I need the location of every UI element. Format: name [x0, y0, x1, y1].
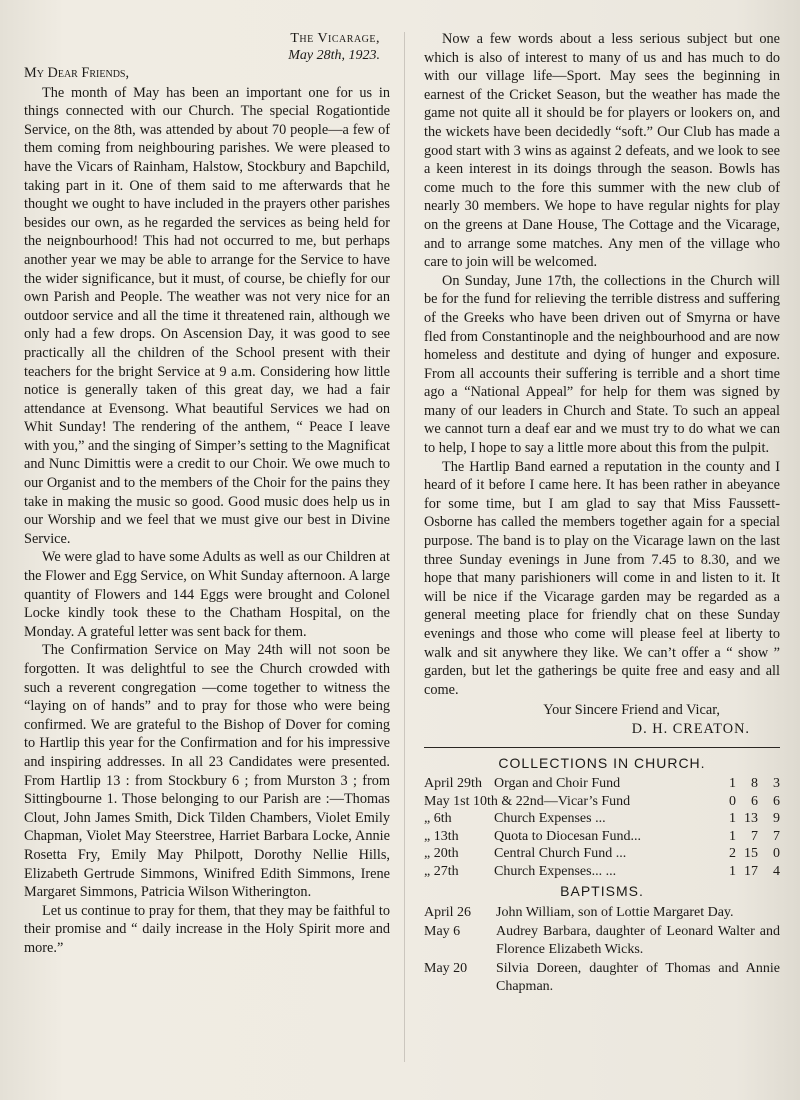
baptism-entry: Silvia Doreen, daughter of Thomas and Annie Chapman. [496, 961, 780, 994]
column-divider [404, 32, 405, 1062]
collection-pence: 4 [773, 863, 780, 879]
collections-table [424, 775, 780, 880]
collection-row [424, 793, 780, 811]
collection-row [424, 845, 780, 863]
collection-pence: 9 [773, 811, 780, 827]
signoff [424, 701, 780, 738]
baptism-entry: Audrey Barbara, daughter of Leonard Walter and Florence Elizabeth Wicks. [496, 924, 780, 957]
collection-row [424, 863, 780, 881]
collection-pounds: 1 [729, 863, 736, 879]
collection-row [424, 828, 780, 846]
baptism-row [424, 923, 780, 960]
collection-description: Church Expenses ... [494, 811, 606, 827]
collection-date: „ 6th [424, 811, 452, 827]
collection-row [424, 775, 780, 793]
collection-pence: 7 [773, 828, 780, 844]
baptisms-table [424, 904, 780, 998]
paragraph: We were glad to have some Adults as well as our Children at the Flower and Egg Service, on Whit Sunday afternoon. A large quantity of Flowers and 144 Eggs were brought and Colonel Locke kindly took these to the Chatham Hospital, on the Monday. A grateful letter was sent back for them. [24, 549, 390, 640]
baptism-date: April 26 [424, 904, 472, 920]
collection-date: May 1st 10th & 22nd—Vicar’s Fund [424, 793, 631, 809]
collections-title: COLLECTIONS IN CHURCH. [498, 754, 706, 771]
collection-shillings: 8 [751, 776, 758, 792]
collection-pence: 6 [773, 793, 780, 809]
baptism-entry: John William, son of Lottie Margaret Day. [496, 904, 734, 920]
collection-date: „ 27th [424, 863, 459, 879]
collection-pence: 0 [773, 846, 780, 862]
collection-description: Quota to Diocesan Fund... [494, 828, 641, 844]
collection-shillings: 7 [751, 828, 758, 844]
letter-heading [24, 30, 390, 64]
collection-shillings: 17 [744, 863, 758, 879]
collection-description: Organ and Choir Fund [494, 776, 621, 792]
baptism-date: May 6 [424, 924, 461, 940]
collection-pounds: 2 [729, 846, 736, 862]
paragraph: Now a few words about a less serious subject but one which is also of interest to many of us and has much to do with our village life—Sport. May sees the beginning in earnest of the Cricket Season, but the weather has made the game not quite all it should be for players or lookers on, and the wickets have been decidedly “soft.” Our Club has made a good start with 3 wins as against 2 defeats, and we look to see a keen interest in its doings through the season. Bowls has come much to the fore this summer with the new club of nearly 30 members. We hope to have regular nights for play on the greens at Dane House, The Cottage and the Vicarage, and to arrange some matches. Any men of the village who care to join will be welcomed. [424, 31, 780, 271]
heading-date: May 28th, 1923. [288, 48, 380, 63]
collection-pounds: 0 [729, 793, 736, 809]
section-rule [424, 747, 780, 748]
left-column [24, 30, 390, 958]
baptism-row [424, 960, 780, 997]
collection-description: Church Expenses... ... [494, 863, 617, 879]
baptism-date: May 20 [424, 961, 468, 977]
collection-date: „ 20th [424, 846, 459, 862]
collection-shillings: 13 [744, 811, 758, 827]
collection-pounds: 1 [729, 828, 736, 844]
collection-pounds: 1 [729, 811, 736, 827]
signoff-name: D. H. CREATON. [631, 720, 750, 737]
collection-pounds: 1 [729, 776, 736, 792]
collection-date: April 29th [424, 776, 482, 792]
collection-row [424, 810, 780, 828]
collection-date: „ 13th [424, 828, 459, 844]
paragraph: Let us continue to pray for them, that they may be faithful to their promise and “ daily increase in the Holy Spirit more and more.” [24, 902, 390, 956]
signoff-closing: Your Sincere Friend and Vicar, [543, 702, 720, 719]
baptism-row [424, 904, 780, 924]
baptisms-title: BAPTISMS. [560, 883, 644, 900]
paragraph: The Hartlip Band earned a reputation in the county and I heard of it before I came here. It has been rather in abeyance for some time, but I am glad to say that Miss Faussett-Osborne has called the members together again for a special purpose. The band is to play on the Vicarage lawn on the last three Sunday evenings in June from 7.45 to 8.30, and we hope that many parishioners will come in and listen to it. It will be nice if the Vicarage garden may be regarded as a general meeting place for friendly chat on these Sunday evenings and those who come will please feel at liberty to walk and sit anywhere they like. We can’t offer a “ show ” garden, but let the gatherings be quite free and easy and all come. [424, 458, 780, 698]
paragraph: The month of May has been an important one for us in things connected with our Church. The special Rogationtide Service, on the 8th, was attended by about 70 people—a few of them coming from neighbouring parishes. We were pleased to have the Vicars of Rainham, Halstow, Stockbury and Bapchild, taking part in it. One of them said to me afterwards that he thought we ought to have included in the prayers other parishes besides our own, as he regarded the services as being held for the neignbourhood! This had not occurred to me, but perhaps another year we may be able to arrange for the Service to have the wider significance, but it must, of course, be chiefly for our own Parish and People. The weather was not very nice for an outdoor service and all the time it threatened rain, although we only had a few drops. On Ascension Day, it was good to see practically all the children of the School present with their teachers for the bright Service at 9 a.m. Considering how little notice is generally taken of this great day, we had a fair attendance at Evensong. What beautiful Services we had on Whit Sunday! The rendering of the anthem, “ Peace I leave with you,” and the singing of Simper’s setting to the Magnificat and Nunc Dimittis were a credit to our Choir. We owe much to our Organist and to the members of the Choir for the pains they take in making the music so good. Good music does help us in our Worship and we feel that we must give our best in Divine Service. [24, 84, 390, 547]
collection-shillings: 6 [751, 793, 758, 809]
collection-shillings: 15 [744, 846, 758, 862]
salutation: My Dear Friends, [24, 65, 130, 81]
paragraph: On Sunday, June 17th, the collections in the Church will be for the fund for relieving the terrible distress and suffering of the Greeks who have been driven out of Smyrna or have fled from Constantinople and the neighbourhood and are now homeless and destitute and dying of hunger and exposure. From all accounts their suffering is terrible and a short time ago a “National Appeal” for help for them was signed by many of our leaders in Church and State. To such an appeal we cannot turn a deaf ear and we must try to do what we can to help, I hope to say a little more about this from the pulpit. [424, 272, 780, 457]
collection-description: Central Church Fund ... [494, 846, 627, 862]
paragraph: The Confirmation Service on May 24th will not soon be forgotten. It was delightful to see the Church crowded with such a reverent congregation —come together to witness the “laying on of hands” and to pray for those who were being confirmed. We are grateful to the Bishop of Dover for coming to Hartlip this year for the Confirmation and for his impressive and inspiring addresses. In all 23 Candidates were presented. From Hartlip 13 : from Stockbury 6 ; from Murston 3 ; from Sittingbourne 1. Those belonging to our Parish are :—Thomas Clout, John James Smith, Dick Tilden Chambers, Violet Emily Chapman, Violet May Steerstree, Harriet Barbara Locke, Annie Rosetta Fry, Emily May Philpott, Dorothy Nellie Hills, Elizabeth Gertrude Simmons, Winifred Edith Simmons, Irene Margaret Simmons, Patricia Wilson Witherington. [24, 642, 390, 901]
heading-address: The Vicarage, [290, 31, 380, 46]
collection-pence: 3 [773, 776, 780, 792]
right-column [424, 30, 780, 997]
